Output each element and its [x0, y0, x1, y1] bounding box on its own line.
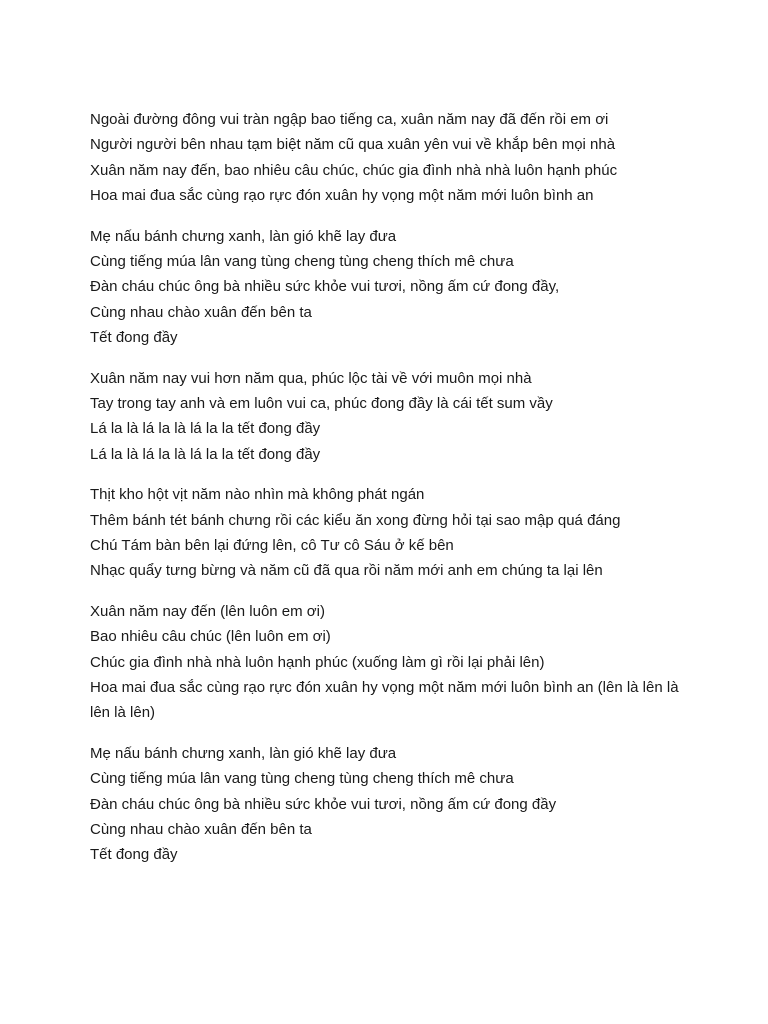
- lyric-line: Cùng tiếng múa lân vang tùng cheng tùng cheng thích mê chưa: [90, 770, 514, 788]
- lyric-line: Bao nhiêu câu chúc (lên luôn em ơi): [90, 628, 331, 646]
- lyric-line: Ngoài đường đông vui tràn ngập bao tiếng ca, xuân năm nay đã đến rồi em ơi: [90, 111, 609, 128]
- lyric-line: Đàn cháu chúc ông bà nhiều sức khỏe vui tươi, nồng ấm cứ đong đầy: [90, 795, 557, 813]
- lyric-line: Chúc gia đình nhà nhà luôn hạnh phúc (xuống làm gì rồi lại phải lên): [90, 653, 545, 671]
- lyric-line: Tết đong đầy: [90, 846, 178, 864]
- stanza: [90, 366, 690, 467]
- lyrics-body: [90, 107, 690, 868]
- lyric-line: Mẹ nấu bánh chưng xanh, làn gió khẽ lay đưa: [90, 227, 397, 245]
- stanza: [90, 599, 690, 725]
- lyric-line: Nhạc quẩy tưng bừng và năm cũ đã qua rồi năm mới anh em chúng ta lại lên: [90, 562, 603, 580]
- lyric-line: Xuân năm nay đến, bao nhiêu câu chúc, chúc gia đình nhà nhà luôn hạnh phúc: [90, 161, 618, 179]
- lyric-line: Lá la là lá la là lá la la tết đong đầy: [90, 445, 321, 463]
- lyric-line: Tết đong đầy: [90, 328, 178, 346]
- lyric-line: Thịt kho hột vịt năm nào nhìn mà không phát ngán: [90, 486, 425, 504]
- lyric-line: Hoa mai đua sắc cùng rạo rực đón xuân hy vọng một năm mới luôn bình an (lên là lên là lên là lên): [90, 678, 679, 722]
- lyric-line: Cùng nhau chào xuân đến bên ta: [90, 820, 312, 838]
- lyric-line: Cùng tiếng múa lân vang tùng cheng tùng cheng thích mê chưa: [90, 252, 514, 270]
- lyric-line: Đàn cháu chúc ông bà nhiều sức khỏe vui tươi, nồng ấm cứ đong đầy,: [90, 278, 560, 296]
- lyric-line: Chú Tám bàn bên lại đứng lên, cô Tư cô Sáu ở kế bên: [90, 536, 454, 554]
- lyric-line: Xuân năm nay đến (lên luôn em ơi): [90, 603, 325, 621]
- lyric-line: Mẹ nấu bánh chưng xanh, làn gió khẽ lay đưa: [90, 745, 397, 763]
- stanza: [90, 224, 690, 350]
- lyric-line: Xuân năm nay vui hơn năm qua, phúc lộc tài về với muôn mọi nhà: [90, 369, 532, 387]
- lyric-line: Người người bên nhau tạm biệt năm cũ qua xuân yên vui về khắp bên mọi nhà: [90, 136, 616, 154]
- stanza: [90, 482, 690, 583]
- lyric-line: Hoa mai đua sắc cùng rạo rực đón xuân hy vọng một năm mới luôn bình an: [90, 186, 594, 204]
- lyric-line: Lá la là lá la là lá la la tết đong đầy: [90, 420, 321, 438]
- lyric-line: Tay trong tay anh và em luôn vui ca, phúc đong đầy là cái tết sum vầy: [90, 394, 553, 412]
- lyric-line: Cùng nhau chào xuân đến bên ta: [90, 303, 312, 321]
- stanza: [90, 107, 690, 208]
- lyric-line: Thêm bánh tét bánh chưng rồi các kiểu ăn xong đừng hỏi tại sao mập quá đáng: [90, 511, 621, 529]
- stanza: [90, 741, 690, 867]
